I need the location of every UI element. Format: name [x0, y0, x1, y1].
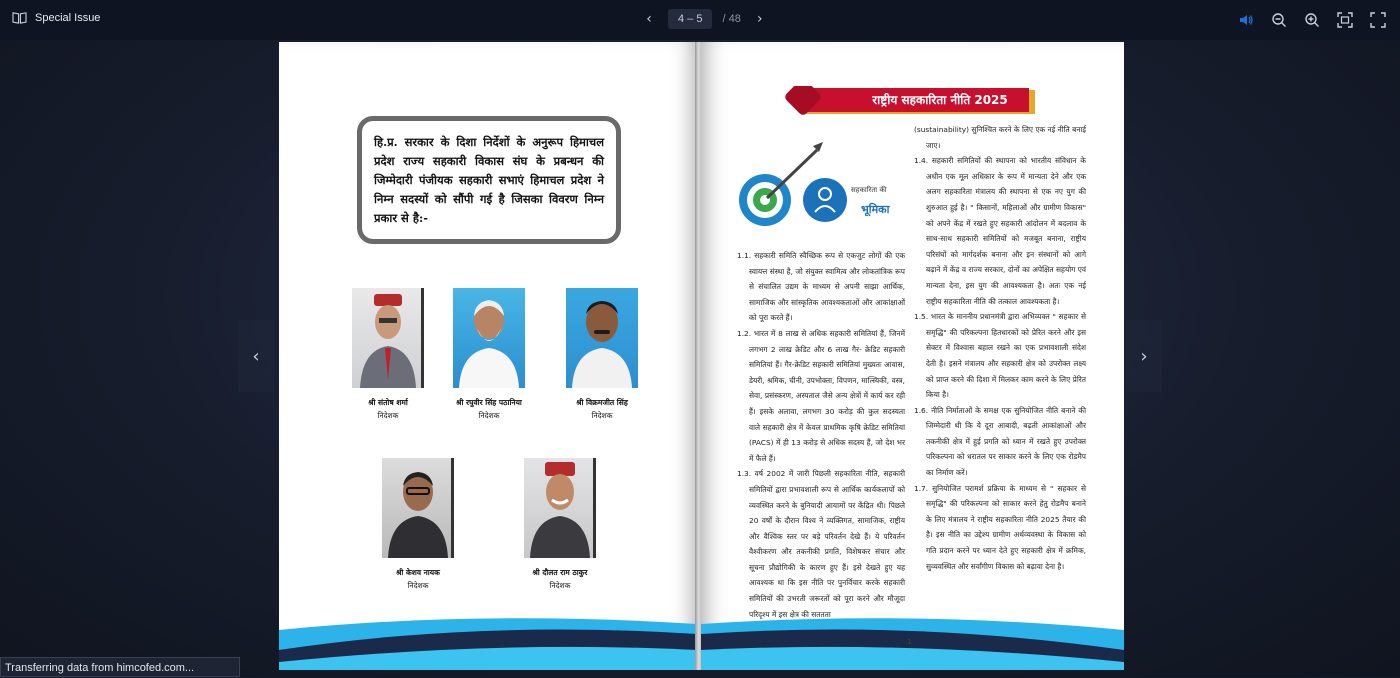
paragraph: 1.2. भारत में 8 लाख से अधिक सहकारी समितियां हैं, जिनमें लगभग 2 लाख क्रेडिट और 6 लाख गैर- क्रेडिट सहकारी समितियां हैं। गैर-क्रेडिट सहकारी समितियां मुख्यतः आवास, डेयरी, श्रमिक, चीनी, उपभोक्ता, विपणन, मात्स्यिकी, वस्त्र, सेवा, प्रसंस्करण, अस्पताल जैसे अन्य क्षेत्रों में कार्य कर रही हैं। इसके अलावा, लगभग 30 करोड़ की कुल सदस्यता वाले सहकारी क्षेत्र में केवल प्राथमिक कृषि क्रेडिट समितियां (PACS) में ही 13 करोड़ से अधिक सदस्य हैं, जो देश भर में फैले हैं।	[737, 328, 905, 463]
paragraph: 1.4. सहकारी समितियों की स्थापना को भारतीय संविधान के अधीन एक मूल अधिकार के रूप में मान्यता देने और एक अलग सहकारिता मंत्रालय की स्थापना से एक नए युग की शुरुआत हुई है। " किसानों, महिलाओं और ग्रामीण विकास" को अपने केंद्र में रखते हुए सहकारी आंदोलन में बदलाव के साथ-साथ सहकारी समितियों को मजबूत बनाना, राष्ट्रीय परिसंघों को मार्गदर्शक बनाना और इन संस्थानों को आगे बढ़ाने में केंद्र व राज्य सरकार, दोनों का अपेक्षित सहयोग एवं मान्यता देना, इस युग की आवश्यकता है। अतः एक नई राष्ट्रीय सहकारिता नीति की तत्काल आवश्यकता है।	[914, 156, 1086, 306]
zoom-out-icon	[1271, 12, 1287, 28]
member-card	[434, 288, 544, 421]
member-role: निदेशक	[407, 581, 429, 590]
fullscreen-button[interactable]	[1368, 10, 1388, 30]
role-label-big: भूमिका	[861, 203, 890, 216]
publication-title-area	[12, 11, 100, 24]
chevron-left-icon: ‹	[646, 11, 652, 27]
page-footer-waves	[701, 610, 1124, 670]
member-role: निदेशक	[377, 411, 399, 420]
chevron-left-icon: ‹	[252, 345, 260, 367]
prev-spread-button[interactable]	[238, 320, 274, 392]
member-role: निदेशक	[591, 411, 613, 420]
paragraph: 1.7. सुनियोजित परामर्श प्रक्रिया के माध्यम से " सहकार से समृद्धि" की परिकल्पना को साकार करने हेतु रोडमैप बनाने के लिए मंत्रालय ने राष्ट्रीय सहकारिता नीति 2025 तैयार की है। इस नीति का उद्देश्य ग्रामीण अर्थव्यवस्था के विकास को गति प्रदान करने पर ध्यान देते हुए सहकारी क्षेत्र में क्रमिक, सुव्यवस्थित और सर्वांगीण विकास को बढ़ावा देना है।	[914, 483, 1086, 571]
member-photo	[382, 458, 454, 558]
top-toolbar	[0, 0, 1400, 40]
flipbook-spread	[279, 42, 1124, 670]
member-photo	[524, 458, 596, 558]
member-card	[363, 458, 473, 591]
member-card	[333, 288, 443, 421]
member-name: श्री विक्रमजीत सिंह	[576, 398, 628, 407]
next-page-button[interactable]	[751, 10, 769, 28]
page-number: 1	[907, 638, 912, 646]
member-card	[547, 288, 657, 421]
view-tools	[1236, 10, 1388, 30]
member-name: श्री संतोष शर्मा	[368, 398, 408, 407]
member-name: श्री केशव नायक	[396, 568, 440, 577]
zoom-in-button[interactable]	[1302, 10, 1322, 30]
paragraph: 1.1. सहकारी समिति स्वैच्छिक रूप से एकजुट लोगों की एक स्वायत्त संस्था है, जो संयुक्त स्वामित्व और लोकतांत्रिक रूप से संचालित उद्यम के माध्यम से अपनी साझा आर्थिक, सामाजिक और सांस्कृतिक आवश्यकताओं और आकांक्षाओं को पूरा करते हैं।	[737, 251, 905, 323]
notice-box: हि.प्र. सरकार के दिशा निर्देशों के अनुरूप हिमाचल प्रदेश राज्य सहकारी विकास संघ के प्रबन्धन की जिम्मेदारी पंजीयक सहकारी सभाएं हिमाचल प्रदेश ने निम्न सदस्यों को सौंपी गई है जिसका विवरण निम्न प्रकार से है:-	[357, 116, 621, 244]
member-role: निदेशक	[549, 581, 571, 590]
next-spread-button[interactable]	[1126, 320, 1162, 392]
member-photo	[453, 288, 525, 388]
prev-page-button[interactable]	[640, 10, 658, 28]
fit-screen-button[interactable]	[1335, 10, 1355, 30]
member-name: श्री दौलत राम ठाकुर	[532, 568, 588, 577]
page-total: / 48	[722, 13, 741, 25]
paragraph: (sustainability) सुनिश्चित करने के लिए एक नई नीति बनाई जाए।	[914, 125, 1086, 150]
sound-button[interactable]	[1236, 10, 1256, 30]
fit-screen-icon	[1337, 12, 1353, 28]
member-photo	[352, 288, 424, 388]
page-footer-waves	[279, 610, 697, 670]
paragraph: 1.6. नीति निर्माताओं के समक्ष एक सुनियोजित नीति बनाने की जिम्मेदारी थी कि ये दूरा आबादी, बढ़ती आकांक्षाओं और तकनीकी क्षेत्र में हुई प्रगति को ध्यान में रखते हुए उपरोक्त परिकल्पना को धरातल पर साकार करने के लिए एक रोडमैप का निर्माण करें।	[914, 405, 1086, 478]
banner-title: राष्ट्रीय सहकारिता नीति 2025	[872, 93, 1008, 107]
role-label-small: सहकारिता की	[851, 186, 887, 194]
paragraph: 1.5. भारत के माननीय प्रधानमंत्री द्वारा अभिव्यक्त " सहकार से समृद्धि" की परिकल्पना हितधारकों को प्रेरित करने और इस सेक्टर में विश्वास बहाल रखने का एक प्रभावशाली संदेश देती है। इसने मंत्रालय और सहकारी क्षेत्र को उपरोक्त लक्ष्य को प्राप्त करने की दिशा में मिलकर काम करने के लिए प्रेरित किया है।	[914, 312, 1086, 400]
member-role: निदेशक	[478, 411, 500, 420]
member-card	[505, 458, 615, 591]
page-number-input[interactable]: 4 – 5	[668, 9, 712, 29]
fullscreen-icon	[1370, 12, 1386, 28]
right-page	[701, 42, 1124, 670]
publication-title: Special Issue	[35, 11, 101, 24]
zoom-out-button[interactable]	[1269, 10, 1289, 30]
member-name: श्री रघुवीर सिंह पठानिया	[456, 398, 522, 407]
left-page	[279, 42, 697, 670]
chevron-right-icon: ›	[1140, 345, 1148, 367]
paragraph: 1.3. वर्ष 2002 में जारी पिछली सहकारिता नीति, सहकारी समितियों द्वारा प्रभावशाली रूप से आर्थिक कार्यकलापों को व्यवस्थित करने के बुनियादी आयामों पर केंद्रित थी। पिछले 20 वर्षों के दौरान विश्व ने व्यक्तिगत, सामाजिक, राष्ट्रीय और वैश्विक स्तर पर बड़े परिवर्तन देखे हैं। ये परिवर्तन वैश्वीकरण और तकनीकी प्रगति, विशेषकर संचार और सूचना प्रौद्योगिकी के कारण हुए हैं। इसे देखते हुए यह आवश्यक था कि इस नीति पर पुनर्विचार करके सहकारी समितियों की उभरती जरूरतों को पूरा करने और मौजूदा परिदृश्य में इस क्षेत्र की सततता	[737, 469, 905, 619]
page-navigator	[640, 9, 769, 29]
open-book-icon	[12, 11, 27, 24]
article-column-left	[737, 248, 905, 622]
chevron-right-icon: ›	[757, 11, 763, 27]
article-column-right	[914, 122, 1086, 574]
zoom-in-icon	[1304, 12, 1320, 28]
member-photo	[566, 288, 638, 388]
status-bar: Transferring data from himcofed.com...	[0, 657, 240, 677]
speaker-icon	[1238, 12, 1254, 28]
